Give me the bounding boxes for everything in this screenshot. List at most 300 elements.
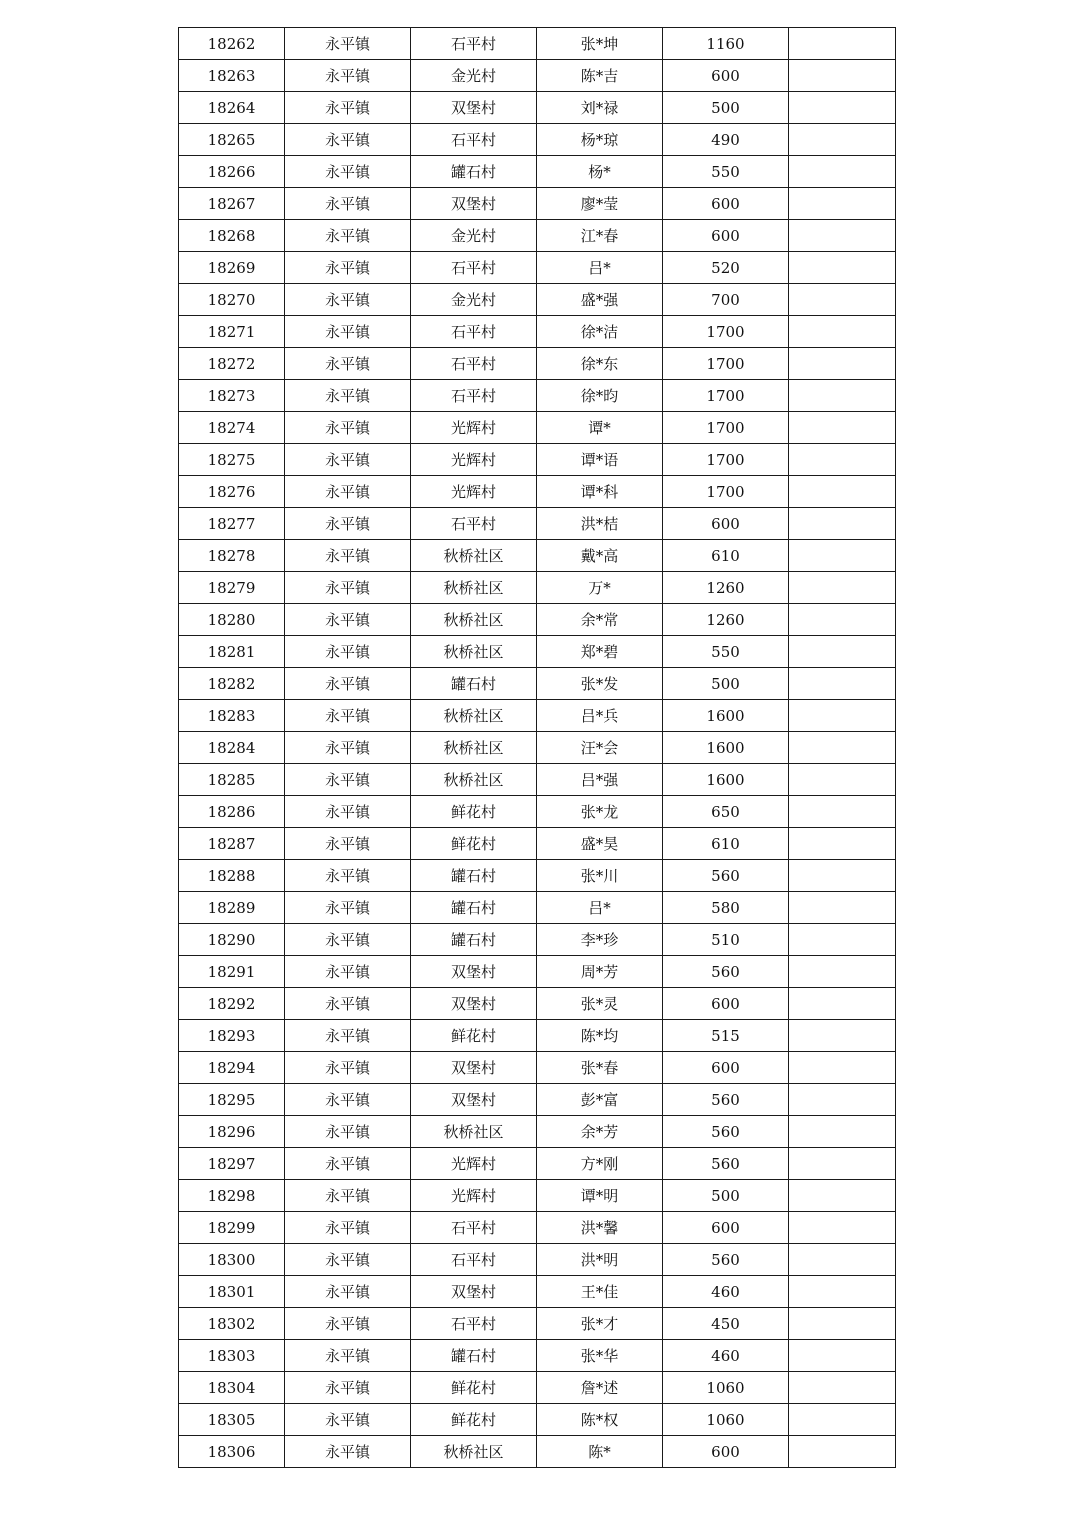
cell-name: 谭*语 xyxy=(537,444,663,476)
cell-id: 18301 xyxy=(179,1276,285,1308)
cell-town: 永平镇 xyxy=(285,476,411,508)
cell-amount: 600 xyxy=(663,188,789,220)
cell-name: 杨*琼 xyxy=(537,124,663,156)
table-row xyxy=(179,444,896,476)
cell-town: 永平镇 xyxy=(285,188,411,220)
cell-name: 汪*会 xyxy=(537,732,663,764)
cell-amount: 600 xyxy=(663,1212,789,1244)
cell-amount: 515 xyxy=(663,1020,789,1052)
cell-village: 光辉村 xyxy=(411,444,537,476)
cell-name: 李*珍 xyxy=(537,924,663,956)
cell-amount: 1060 xyxy=(663,1404,789,1436)
cell-amount: 560 xyxy=(663,956,789,988)
table-row xyxy=(179,28,896,60)
cell-name: 张*灵 xyxy=(537,988,663,1020)
cell-town: 永平镇 xyxy=(285,988,411,1020)
cell-amount: 460 xyxy=(663,1340,789,1372)
cell-village: 鲜花村 xyxy=(411,1372,537,1404)
cell-note xyxy=(789,316,896,348)
table-row xyxy=(179,892,896,924)
cell-amount: 600 xyxy=(663,60,789,92)
cell-id: 18266 xyxy=(179,156,285,188)
cell-note xyxy=(789,572,896,604)
table-row xyxy=(179,1180,896,1212)
cell-note xyxy=(789,188,896,220)
table-row xyxy=(179,1212,896,1244)
cell-name: 张*川 xyxy=(537,860,663,892)
cell-id: 18298 xyxy=(179,1180,285,1212)
cell-amount: 560 xyxy=(663,1116,789,1148)
cell-town: 永平镇 xyxy=(285,860,411,892)
cell-note xyxy=(789,124,896,156)
table-row xyxy=(179,1372,896,1404)
cell-note xyxy=(789,828,896,860)
cell-id: 18285 xyxy=(179,764,285,796)
cell-note xyxy=(789,700,896,732)
table-row xyxy=(179,1116,896,1148)
table-row xyxy=(179,1340,896,1372)
cell-id: 18277 xyxy=(179,508,285,540)
cell-id: 18275 xyxy=(179,444,285,476)
cell-id: 18303 xyxy=(179,1340,285,1372)
cell-note xyxy=(789,92,896,124)
cell-amount: 610 xyxy=(663,828,789,860)
cell-amount: 600 xyxy=(663,1052,789,1084)
cell-town: 永平镇 xyxy=(285,1244,411,1276)
cell-amount: 450 xyxy=(663,1308,789,1340)
cell-name: 王*佳 xyxy=(537,1276,663,1308)
cell-village: 双堡村 xyxy=(411,188,537,220)
table-row xyxy=(179,476,896,508)
cell-amount: 560 xyxy=(663,1148,789,1180)
cell-village: 光辉村 xyxy=(411,476,537,508)
cell-village: 光辉村 xyxy=(411,412,537,444)
cell-amount: 510 xyxy=(663,924,789,956)
cell-note xyxy=(789,156,896,188)
cell-note xyxy=(789,796,896,828)
cell-id: 18305 xyxy=(179,1404,285,1436)
cell-town: 永平镇 xyxy=(285,540,411,572)
table-row xyxy=(179,412,896,444)
cell-note xyxy=(789,1084,896,1116)
table-row xyxy=(179,508,896,540)
cell-town: 永平镇 xyxy=(285,1372,411,1404)
cell-village: 秋桥社区 xyxy=(411,764,537,796)
cell-amount: 560 xyxy=(663,860,789,892)
cell-note xyxy=(789,1436,896,1468)
cell-town: 永平镇 xyxy=(285,348,411,380)
cell-name: 谭*科 xyxy=(537,476,663,508)
cell-village: 鲜花村 xyxy=(411,1020,537,1052)
cell-town: 永平镇 xyxy=(285,412,411,444)
cell-name: 陈* xyxy=(537,1436,663,1468)
table-row xyxy=(179,796,896,828)
cell-name: 张*坤 xyxy=(537,28,663,60)
cell-note xyxy=(789,668,896,700)
cell-village: 石平村 xyxy=(411,1212,537,1244)
cell-amount: 500 xyxy=(663,668,789,700)
cell-amount: 550 xyxy=(663,636,789,668)
table-row xyxy=(179,1084,896,1116)
cell-id: 18288 xyxy=(179,860,285,892)
cell-village: 双堡村 xyxy=(411,1276,537,1308)
cell-village: 双堡村 xyxy=(411,92,537,124)
cell-name: 张*华 xyxy=(537,1340,663,1372)
cell-id: 18268 xyxy=(179,220,285,252)
cell-town: 永平镇 xyxy=(285,316,411,348)
cell-amount: 560 xyxy=(663,1244,789,1276)
cell-amount: 1600 xyxy=(663,764,789,796)
cell-town: 永平镇 xyxy=(285,1276,411,1308)
cell-village: 金光村 xyxy=(411,220,537,252)
cell-note xyxy=(789,1308,896,1340)
cell-name: 吕*兵 xyxy=(537,700,663,732)
cell-town: 永平镇 xyxy=(285,604,411,636)
cell-village: 光辉村 xyxy=(411,1180,537,1212)
cell-village: 鲜花村 xyxy=(411,1404,537,1436)
cell-town: 永平镇 xyxy=(285,828,411,860)
cell-note xyxy=(789,892,896,924)
cell-name: 陈*吉 xyxy=(537,60,663,92)
cell-name: 戴*高 xyxy=(537,540,663,572)
cell-id: 18271 xyxy=(179,316,285,348)
cell-town: 永平镇 xyxy=(285,1180,411,1212)
cell-town: 永平镇 xyxy=(285,1052,411,1084)
cell-id: 18264 xyxy=(179,92,285,124)
cell-amount: 1700 xyxy=(663,412,789,444)
cell-name: 洪*明 xyxy=(537,1244,663,1276)
cell-amount: 610 xyxy=(663,540,789,572)
data-table xyxy=(178,27,896,1468)
cell-village: 石平村 xyxy=(411,28,537,60)
cell-id: 18273 xyxy=(179,380,285,412)
cell-town: 永平镇 xyxy=(285,732,411,764)
cell-town: 永平镇 xyxy=(285,764,411,796)
cell-note xyxy=(789,380,896,412)
table-row xyxy=(179,828,896,860)
cell-amount: 550 xyxy=(663,156,789,188)
cell-name: 杨* xyxy=(537,156,663,188)
cell-id: 18299 xyxy=(179,1212,285,1244)
table-row xyxy=(179,284,896,316)
table-row xyxy=(179,380,896,412)
table-row xyxy=(179,1052,896,1084)
cell-village: 双堡村 xyxy=(411,1084,537,1116)
cell-amount: 1260 xyxy=(663,604,789,636)
cell-note xyxy=(789,1020,896,1052)
table-row xyxy=(179,572,896,604)
cell-note xyxy=(789,732,896,764)
cell-id: 18274 xyxy=(179,412,285,444)
cell-amount: 1160 xyxy=(663,28,789,60)
cell-amount: 520 xyxy=(663,252,789,284)
cell-note xyxy=(789,636,896,668)
cell-town: 永平镇 xyxy=(285,92,411,124)
cell-town: 永平镇 xyxy=(285,700,411,732)
cell-amount: 560 xyxy=(663,1084,789,1116)
cell-town: 永平镇 xyxy=(285,380,411,412)
cell-amount: 580 xyxy=(663,892,789,924)
cell-town: 永平镇 xyxy=(285,796,411,828)
cell-town: 永平镇 xyxy=(285,60,411,92)
cell-town: 永平镇 xyxy=(285,892,411,924)
table-row xyxy=(179,220,896,252)
cell-town: 永平镇 xyxy=(285,156,411,188)
cell-name: 詹*述 xyxy=(537,1372,663,1404)
cell-village: 石平村 xyxy=(411,252,537,284)
cell-id: 18294 xyxy=(179,1052,285,1084)
table-row xyxy=(179,924,896,956)
cell-village: 光辉村 xyxy=(411,1148,537,1180)
table-row xyxy=(179,1020,896,1052)
cell-name: 周*芳 xyxy=(537,956,663,988)
cell-village: 秋桥社区 xyxy=(411,732,537,764)
cell-name: 余*常 xyxy=(537,604,663,636)
cell-town: 永平镇 xyxy=(285,1116,411,1148)
cell-name: 吕*强 xyxy=(537,764,663,796)
cell-name: 徐*昀 xyxy=(537,380,663,412)
cell-village: 秋桥社区 xyxy=(411,636,537,668)
cell-name: 江*春 xyxy=(537,220,663,252)
cell-town: 永平镇 xyxy=(285,1404,411,1436)
cell-note xyxy=(789,1212,896,1244)
cell-name: 余*芳 xyxy=(537,1116,663,1148)
cell-amount: 600 xyxy=(663,508,789,540)
cell-amount: 600 xyxy=(663,220,789,252)
cell-town: 永平镇 xyxy=(285,444,411,476)
cell-name: 吕* xyxy=(537,252,663,284)
cell-name: 万* xyxy=(537,572,663,604)
table-row xyxy=(179,156,896,188)
cell-note xyxy=(789,1340,896,1372)
cell-village: 石平村 xyxy=(411,124,537,156)
cell-id: 18262 xyxy=(179,28,285,60)
cell-name: 彭*富 xyxy=(537,1084,663,1116)
cell-id: 18300 xyxy=(179,1244,285,1276)
cell-town: 永平镇 xyxy=(285,1148,411,1180)
cell-town: 永平镇 xyxy=(285,1212,411,1244)
cell-name: 盛*强 xyxy=(537,284,663,316)
cell-note xyxy=(789,28,896,60)
cell-note xyxy=(789,1404,896,1436)
cell-note xyxy=(789,540,896,572)
cell-note xyxy=(789,988,896,1020)
cell-town: 永平镇 xyxy=(285,1340,411,1372)
cell-note xyxy=(789,764,896,796)
cell-id: 18263 xyxy=(179,60,285,92)
cell-village: 罐石村 xyxy=(411,156,537,188)
cell-id: 18286 xyxy=(179,796,285,828)
table-row xyxy=(179,1404,896,1436)
cell-note xyxy=(789,1148,896,1180)
cell-village: 罐石村 xyxy=(411,860,537,892)
cell-note xyxy=(789,348,896,380)
table-row xyxy=(179,636,896,668)
table-row xyxy=(179,1436,896,1468)
cell-id: 18291 xyxy=(179,956,285,988)
cell-note xyxy=(789,284,896,316)
cell-town: 永平镇 xyxy=(285,924,411,956)
cell-note xyxy=(789,220,896,252)
cell-note xyxy=(789,444,896,476)
cell-town: 永平镇 xyxy=(285,508,411,540)
cell-town: 永平镇 xyxy=(285,284,411,316)
cell-id: 18290 xyxy=(179,924,285,956)
cell-name: 廖*莹 xyxy=(537,188,663,220)
cell-village: 石平村 xyxy=(411,316,537,348)
cell-village: 秋桥社区 xyxy=(411,604,537,636)
cell-id: 18270 xyxy=(179,284,285,316)
cell-village: 罐石村 xyxy=(411,1340,537,1372)
cell-village: 双堡村 xyxy=(411,956,537,988)
table-row xyxy=(179,316,896,348)
table-row xyxy=(179,92,896,124)
cell-id: 18306 xyxy=(179,1436,285,1468)
table-row xyxy=(179,540,896,572)
cell-amount: 500 xyxy=(663,92,789,124)
cell-note xyxy=(789,252,896,284)
cell-name: 张*春 xyxy=(537,1052,663,1084)
cell-amount: 1260 xyxy=(663,572,789,604)
cell-name: 徐*东 xyxy=(537,348,663,380)
cell-id: 18280 xyxy=(179,604,285,636)
table-row xyxy=(179,988,896,1020)
table-row xyxy=(179,348,896,380)
cell-note xyxy=(789,1276,896,1308)
cell-name: 张*发 xyxy=(537,668,663,700)
cell-id: 18265 xyxy=(179,124,285,156)
cell-note xyxy=(789,860,896,892)
cell-village: 秋桥社区 xyxy=(411,700,537,732)
cell-village: 金光村 xyxy=(411,60,537,92)
cell-note xyxy=(789,412,896,444)
cell-name: 陈*权 xyxy=(537,1404,663,1436)
cell-town: 永平镇 xyxy=(285,636,411,668)
cell-name: 方*刚 xyxy=(537,1148,663,1180)
cell-id: 18278 xyxy=(179,540,285,572)
cell-name: 徐*洁 xyxy=(537,316,663,348)
cell-id: 18296 xyxy=(179,1116,285,1148)
table-row xyxy=(179,1148,896,1180)
cell-village: 双堡村 xyxy=(411,988,537,1020)
cell-town: 永平镇 xyxy=(285,956,411,988)
table-row xyxy=(179,124,896,156)
cell-name: 张*才 xyxy=(537,1308,663,1340)
cell-id: 18293 xyxy=(179,1020,285,1052)
cell-name: 洪*桔 xyxy=(537,508,663,540)
cell-amount: 1060 xyxy=(663,1372,789,1404)
table-row xyxy=(179,956,896,988)
cell-town: 永平镇 xyxy=(285,28,411,60)
cell-id: 18292 xyxy=(179,988,285,1020)
cell-id: 18295 xyxy=(179,1084,285,1116)
cell-village: 秋桥社区 xyxy=(411,572,537,604)
table-row xyxy=(179,60,896,92)
table-row xyxy=(179,860,896,892)
cell-name: 谭*明 xyxy=(537,1180,663,1212)
cell-name: 盛*昊 xyxy=(537,828,663,860)
cell-amount: 1600 xyxy=(663,700,789,732)
table-row xyxy=(179,252,896,284)
cell-id: 18284 xyxy=(179,732,285,764)
table-row xyxy=(179,1276,896,1308)
cell-amount: 1700 xyxy=(663,444,789,476)
cell-village: 金光村 xyxy=(411,284,537,316)
table-row xyxy=(179,732,896,764)
cell-id: 18267 xyxy=(179,188,285,220)
cell-town: 永平镇 xyxy=(285,1020,411,1052)
cell-id: 18272 xyxy=(179,348,285,380)
cell-name: 吕* xyxy=(537,892,663,924)
cell-id: 18269 xyxy=(179,252,285,284)
cell-amount: 460 xyxy=(663,1276,789,1308)
cell-town: 永平镇 xyxy=(285,124,411,156)
table-row xyxy=(179,188,896,220)
cell-amount: 1700 xyxy=(663,348,789,380)
cell-amount: 600 xyxy=(663,1436,789,1468)
cell-amount: 600 xyxy=(663,988,789,1020)
cell-amount: 1700 xyxy=(663,380,789,412)
cell-name: 郑*碧 xyxy=(537,636,663,668)
cell-note xyxy=(789,1116,896,1148)
table-row xyxy=(179,764,896,796)
cell-id: 18302 xyxy=(179,1308,285,1340)
cell-village: 石平村 xyxy=(411,348,537,380)
cell-town: 永平镇 xyxy=(285,1436,411,1468)
cell-town: 永平镇 xyxy=(285,668,411,700)
cell-village: 秋桥社区 xyxy=(411,1116,537,1148)
cell-id: 18304 xyxy=(179,1372,285,1404)
cell-village: 秋桥社区 xyxy=(411,540,537,572)
cell-name: 陈*均 xyxy=(537,1020,663,1052)
table-row xyxy=(179,668,896,700)
cell-name: 谭* xyxy=(537,412,663,444)
cell-name: 张*龙 xyxy=(537,796,663,828)
cell-id: 18279 xyxy=(179,572,285,604)
cell-town: 永平镇 xyxy=(285,1308,411,1340)
cell-village: 石平村 xyxy=(411,1308,537,1340)
cell-town: 永平镇 xyxy=(285,1084,411,1116)
cell-id: 18276 xyxy=(179,476,285,508)
cell-village: 罐石村 xyxy=(411,892,537,924)
table-row xyxy=(179,700,896,732)
cell-amount: 500 xyxy=(663,1180,789,1212)
cell-note xyxy=(789,508,896,540)
cell-note xyxy=(789,476,896,508)
cell-note xyxy=(789,1244,896,1276)
cell-id: 18282 xyxy=(179,668,285,700)
cell-amount: 700 xyxy=(663,284,789,316)
cell-amount: 650 xyxy=(663,796,789,828)
table-row xyxy=(179,604,896,636)
cell-village: 秋桥社区 xyxy=(411,1436,537,1468)
cell-note xyxy=(789,60,896,92)
cell-amount: 1600 xyxy=(663,732,789,764)
cell-village: 石平村 xyxy=(411,380,537,412)
cell-village: 罐石村 xyxy=(411,668,537,700)
cell-amount: 1700 xyxy=(663,476,789,508)
cell-note xyxy=(789,1052,896,1084)
cell-name: 刘*禄 xyxy=(537,92,663,124)
table-body xyxy=(179,28,896,1468)
cell-id: 18297 xyxy=(179,1148,285,1180)
cell-amount: 490 xyxy=(663,124,789,156)
cell-note xyxy=(789,604,896,636)
cell-id: 18281 xyxy=(179,636,285,668)
cell-note xyxy=(789,1180,896,1212)
cell-note xyxy=(789,1372,896,1404)
cell-id: 18283 xyxy=(179,700,285,732)
